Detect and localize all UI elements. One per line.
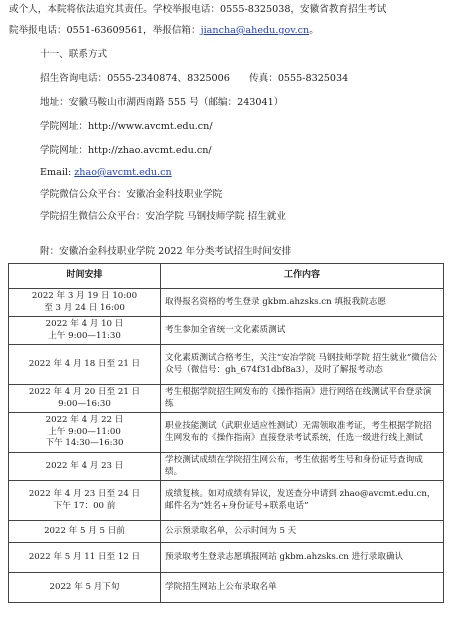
table-row bbox=[9, 317, 444, 345]
row-work: 文化素质测试合格考生，关注“安冶学院 马钢技师学院 招生就业”微信公众号（微信号：gh_674f31dbf8a3），及时了解报考动态 bbox=[161, 345, 444, 385]
row-work: 考生参加全省统一文化素质测试 bbox=[161, 317, 444, 345]
row-work: 学院招生网站上公布录取名单 bbox=[161, 573, 444, 603]
table-row bbox=[9, 543, 444, 573]
row-work: 职业技能测试（武职业适应性测试）无需领取准考证，考生根据学院招生网发布的《操作指南》直接登录考试系统，任选一级进行线上测试 bbox=[161, 413, 444, 453]
report-email-link[interactable]: jiancha@ahedu.gov.cn bbox=[200, 25, 310, 36]
row-time: 2022 年 4 月 23 日 bbox=[9, 453, 161, 481]
row-time: 2022 年 4 月 18 日至 21 日 bbox=[9, 345, 161, 385]
row-work: 学校测试成绩在学院招生网公布，考生依据考生号和身份证号查询成绩。 bbox=[161, 453, 444, 481]
row-work: 取得报名资格的考生登录 gkbm.ahzsks.cn 填报我院志愿 bbox=[161, 289, 444, 317]
appendix-title: 附：安徽冶金科技职业学院 2022 年分类考试招生时间安排 bbox=[40, 246, 292, 257]
row-time: 2022 年 5 月下旬 bbox=[9, 573, 161, 603]
table-row bbox=[9, 521, 444, 543]
row-time: 2022 年 4 月 22 日 上午 9:00—11:00 下午 14:30—16:30 bbox=[9, 413, 161, 453]
table-header-row bbox=[9, 264, 444, 289]
row-time: 2022 年 4 月 23 日至 24 日 下午 17：00 前 bbox=[9, 481, 161, 521]
contact-email-line bbox=[40, 166, 172, 179]
schedule-table bbox=[8, 263, 444, 603]
table-row bbox=[9, 289, 444, 317]
contact-website-1: 学院网址：http://www.avcmt.edu.cn/ bbox=[40, 121, 213, 132]
row-work: 成绩复核。如对成绩有异议，发送查分申请到 zhao@avcmt.edu.cn，邮件名为“姓名+身份证号+联系电话” bbox=[161, 481, 444, 521]
table-row bbox=[9, 345, 444, 385]
intro-line-2-prefix: 院举报电话：0551-63609561，举报信箱： bbox=[9, 25, 201, 36]
header-work: 工作内容 bbox=[161, 264, 444, 289]
row-time: 2022 年 3 月 19 日 10:00 至 3 月 24 日 16:00 bbox=[9, 289, 161, 317]
intro-line-2-suffix: 。 bbox=[309, 25, 319, 36]
intro-line-1: 或个人，本院将依法追究其责任。学校举报电话：0555-8325038，安徽省教育招生考试 bbox=[9, 4, 387, 15]
row-work: 考生根据学院招生网发布的《操作指南》进行网络在线测试平台登录演练 bbox=[161, 385, 444, 413]
row-work: 预录取考生登录志愿填报网站 gkbm.ahzsks.cn 进行录取确认 bbox=[161, 543, 444, 573]
row-work: 公示预录取名单，公示时间为 5 天 bbox=[161, 521, 444, 543]
contact-wechat-2: 学院招生微信公众平台：安冶学院 马钢技师学院 招生就业 bbox=[40, 211, 286, 222]
row-time: 2022 年 5 月 5 日前 bbox=[9, 521, 161, 543]
table-row bbox=[9, 573, 444, 603]
contact-website-2: 学院网址：http://zhao.avcmt.edu.cn/ bbox=[40, 145, 212, 156]
contact-address: 地址：安徽马鞍山市湖西南路 555 号（邮编：243041） bbox=[40, 97, 284, 108]
table-row bbox=[9, 385, 444, 413]
table-row bbox=[9, 413, 444, 453]
schedule-table-wrap bbox=[8, 263, 444, 603]
row-time: 2022 年 4 月 10 日 上午 9:00—11:30 bbox=[9, 317, 161, 345]
table-row bbox=[9, 453, 444, 481]
row-time: 2022 年 5 月 11 日至 12 日 bbox=[9, 543, 161, 573]
table-row bbox=[9, 481, 444, 521]
intro-line-2 bbox=[9, 24, 319, 37]
contact-heading: 十一、联系方式 bbox=[40, 49, 108, 60]
contact-wechat-1: 学院微信公众平台：安徽冶金科技职业学院 bbox=[40, 189, 223, 200]
contact-email-link[interactable]: zhao@avcmt.edu.cn bbox=[74, 167, 172, 178]
contact-email-label: Email: bbox=[40, 167, 75, 178]
contact-phone: 招生咨询电话：0555-2340874、8325006 传真：0555-8325034 bbox=[40, 73, 349, 84]
row-time: 2022 年 4 月 20 日至 21 日 9:00—16:30 bbox=[9, 385, 161, 413]
header-time: 时间安排 bbox=[9, 264, 161, 289]
